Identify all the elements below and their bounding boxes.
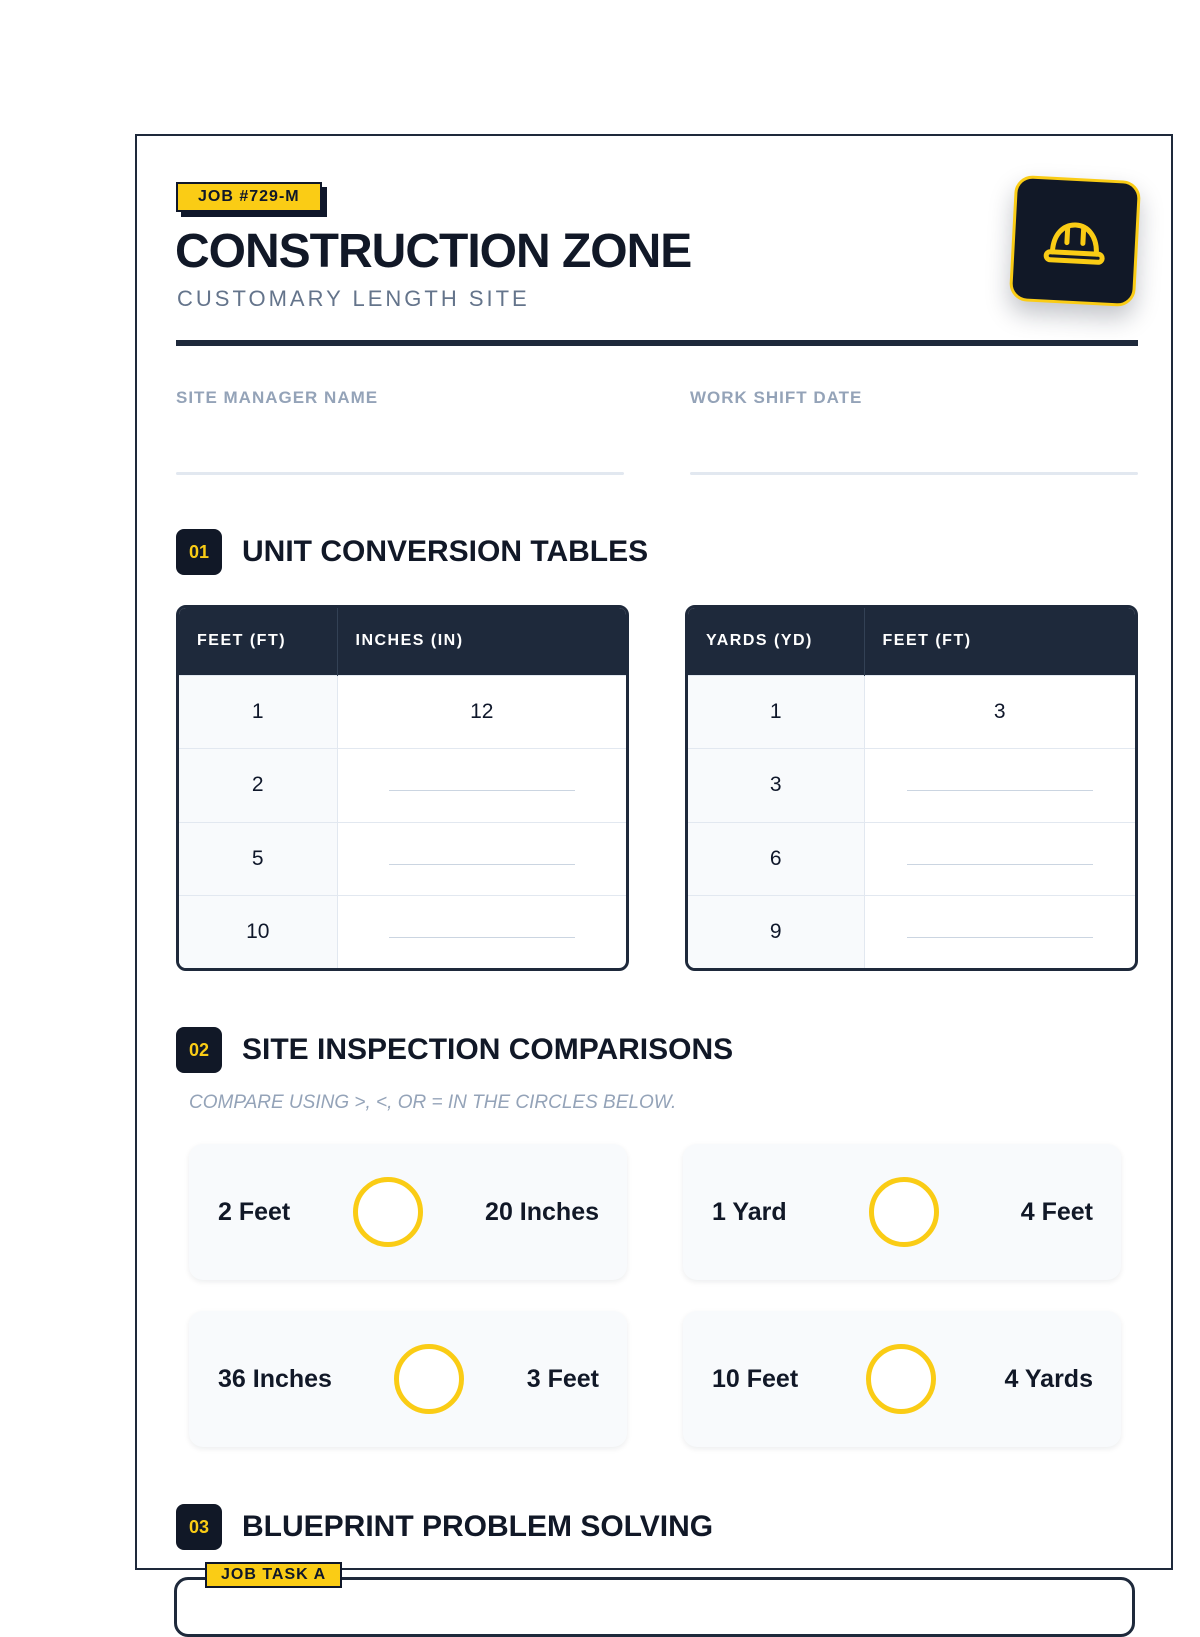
- page-title: CONSTRUCTION ZONE: [175, 225, 692, 278]
- answer-blank[interactable]: [389, 937, 575, 938]
- work-shift-date-label: WORK SHIFT DATE: [690, 388, 863, 407]
- comparison-card: [683, 1144, 1121, 1280]
- comparison-right-value: 20 Inches: [485, 1197, 599, 1226]
- table-row: [179, 822, 626, 896]
- table-cell: 2: [179, 749, 337, 823]
- table-row: [179, 675, 626, 749]
- answer-blank[interactable]: [907, 864, 1093, 865]
- site-manager-field[interactable]: [176, 472, 624, 475]
- table-cell: 10: [179, 896, 337, 968]
- section-1-title: UNIT CONVERSION TABLES: [242, 535, 649, 568]
- column-header: YARDS (YD): [688, 608, 864, 675]
- answer-cell[interactable]: [864, 749, 1135, 823]
- table-row: [179, 896, 626, 968]
- table-cell: 3: [688, 749, 864, 823]
- answer-cell[interactable]: [337, 896, 626, 968]
- hard-hat-icon: [1042, 213, 1109, 268]
- table-cell: 5: [179, 822, 337, 896]
- column-header: FEET (FT): [864, 608, 1135, 675]
- comparison-card: [189, 1144, 627, 1280]
- table-cell: 1: [688, 675, 864, 749]
- comparison-right-value: 4 Feet: [1020, 1197, 1093, 1226]
- comparison-left-value: 1 Yard: [712, 1197, 787, 1226]
- comparison-answer-circle[interactable]: [869, 1177, 939, 1247]
- comparison-right-value: 3 Feet: [526, 1364, 599, 1393]
- site-manager-label: SITE MANAGER NAME: [176, 388, 379, 407]
- comparison-answer-circle[interactable]: [394, 1344, 464, 1414]
- answer-cell[interactable]: [337, 749, 626, 823]
- table-header-row: [688, 608, 1135, 675]
- answer-blank[interactable]: [389, 864, 575, 865]
- column-header: INCHES (IN): [337, 608, 626, 675]
- hard-hat-badge: [1009, 175, 1141, 307]
- comparison-instructions: COMPARE USING >, <, OR = IN THE CIRCLES BELOW.: [189, 1092, 677, 1113]
- comparison-left-value: 2 Feet: [218, 1197, 291, 1226]
- worksheet-page: [135, 134, 1173, 1570]
- comparison-left-value: 36 Inches: [218, 1364, 332, 1393]
- section-1-header: [176, 529, 648, 575]
- job-number-tag: JOB #729-M: [176, 182, 322, 212]
- comparison-card: [189, 1311, 627, 1447]
- answer-cell[interactable]: [337, 822, 626, 896]
- comparison-answer-circle[interactable]: [866, 1344, 936, 1414]
- table-cell: 3: [864, 675, 1135, 749]
- table-cell: 12: [337, 675, 626, 749]
- answer-cell[interactable]: [864, 822, 1135, 896]
- table-row: [688, 896, 1135, 968]
- job-task-tag: JOB TASK A: [205, 1562, 342, 1588]
- section-2-number: 02: [176, 1027, 222, 1073]
- comparison-right-value: 4 Yards: [1004, 1364, 1093, 1393]
- table-row: [179, 749, 626, 823]
- section-2-title: SITE INSPECTION COMPARISONS: [242, 1033, 734, 1066]
- header-divider: [176, 340, 1138, 346]
- section-3-number: 03: [176, 1504, 222, 1550]
- answer-blank[interactable]: [389, 790, 575, 791]
- work-shift-date-field[interactable]: [690, 472, 1138, 475]
- comparison-card: [683, 1311, 1121, 1447]
- comparison-answer-circle[interactable]: [353, 1177, 423, 1247]
- answer-blank[interactable]: [907, 937, 1093, 938]
- answer-blank[interactable]: [907, 790, 1093, 791]
- section-2-header: [176, 1027, 733, 1073]
- page-subtitle: CUSTOMARY LENGTH SITE: [177, 286, 530, 311]
- section-3-header: [176, 1504, 713, 1550]
- table-header-row: [179, 608, 626, 675]
- table-row: [688, 675, 1135, 749]
- section-1-number: 01: [176, 529, 222, 575]
- yards-feet-table: [685, 605, 1138, 971]
- table-cell: 6: [688, 822, 864, 896]
- feet-inches-table: [176, 605, 629, 971]
- answer-cell[interactable]: [864, 896, 1135, 968]
- section-3-title: BLUEPRINT PROBLEM SOLVING: [242, 1510, 714, 1543]
- comparison-left-value: 10 Feet: [712, 1364, 799, 1393]
- table-cell: 9: [688, 896, 864, 968]
- table-row: [688, 822, 1135, 896]
- table-row: [688, 749, 1135, 823]
- table-cell: 1: [179, 675, 337, 749]
- column-header: FEET (FT): [179, 608, 337, 675]
